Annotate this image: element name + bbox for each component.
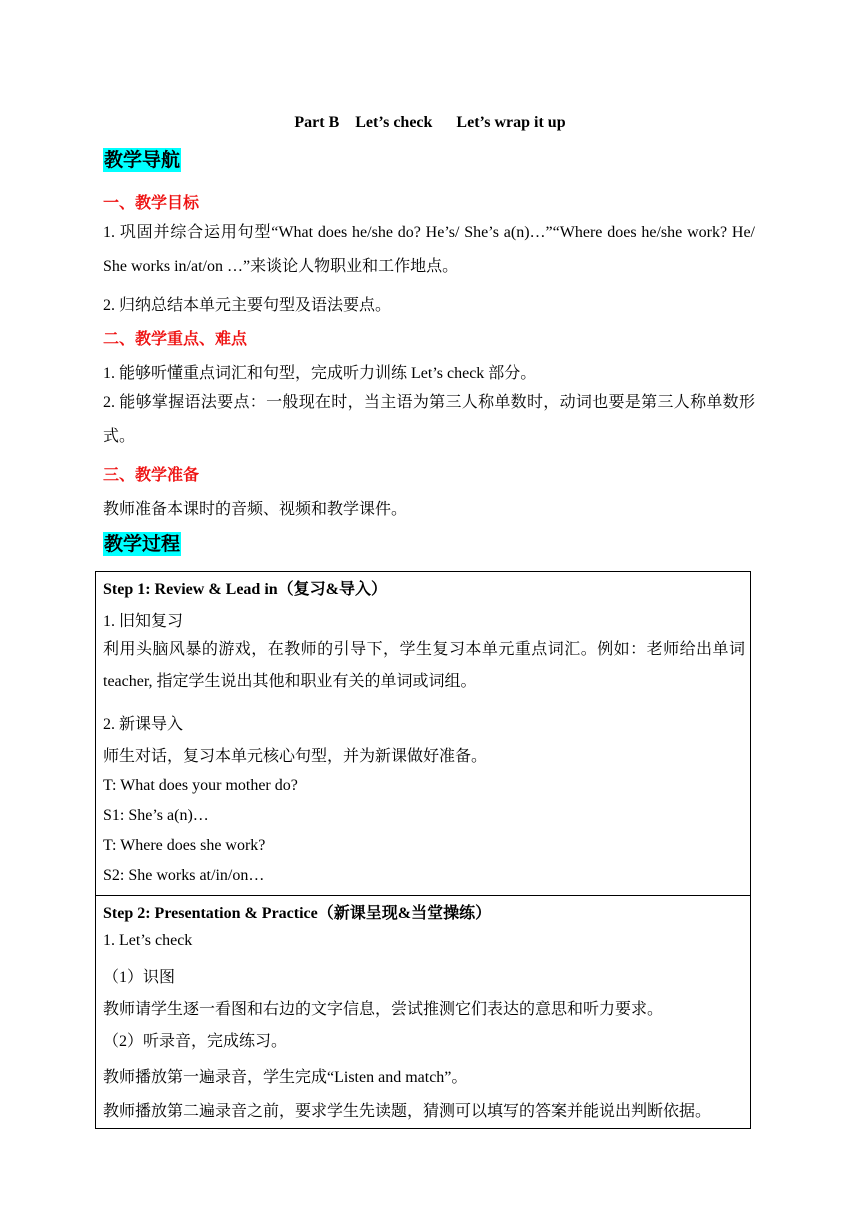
- dialog-line-4: S2: She works at/in/on…: [103, 867, 265, 884]
- heading-preparation: 三、教学准备: [103, 465, 200, 484]
- dialog-line-3: T: Where does she work?: [103, 837, 266, 854]
- document-title: Part B Let’s check Let’s wrap it up: [294, 114, 566, 131]
- step1-sub-review: 1. 旧知复习: [103, 613, 184, 630]
- step2-sub-listen: （2）听录音，完成练习。: [103, 1033, 288, 1050]
- key-point-item-2: 2. 能够掌握语法要点：一般现在时，当主语为第三人称单数时，动词也要是第三人称单数形式。: [103, 394, 755, 445]
- step2-picture-paragraph: 教师请学生逐一看图和右边的文字信息，尝试推测它们表达的意思和听力要求。: [103, 1001, 664, 1018]
- table-row-divider: [95, 895, 751, 896]
- step2-listen-paragraph-2: 教师播放第二遍录音之前，要求学生先读题，猜测可以填写的答案并能说出判断依据。: [103, 1103, 712, 1120]
- dialog-line-2: S1: She’s a(n)…: [103, 807, 209, 824]
- objective-item-1: 1. 巩固并综合运用句型“What does he/she do? He’s/ She’s a(n)…”“Where does he/she work? He/ She works in/at/on …”来谈论人物职业和工作地点。: [103, 224, 755, 275]
- preparation-item-1: 教师准备本课时的音频、视频和教学课件。: [103, 501, 408, 518]
- section-tag-teaching-navigation: 教学导航: [104, 149, 181, 171]
- step1-review-paragraph: 利用头脑风暴的游戏，在教师的引导下，学生复习本单元重点词汇。例如：老师给出单词 teacher, 指定学生说出其他和职业有关的单词或词组。: [103, 641, 745, 690]
- objective-item-2: 2. 归纳总结本单元主要句型及语法要点。: [103, 297, 392, 314]
- step1-heading: Step 1: Review & Lead in（复习&导入）: [103, 581, 387, 598]
- step1-sub-lead-in: 2. 新课导入: [103, 716, 184, 733]
- step2-sub-lets-check: 1. Let’s check: [103, 932, 193, 949]
- heading-teaching-objectives: 一、教学目标: [103, 193, 200, 212]
- key-point-item-1: 1. 能够听懂重点词汇和句型，完成听力训练 Let’s check 部分。: [103, 365, 537, 382]
- step2-sub-picture: （1）识图: [103, 969, 176, 986]
- heading-key-points: 二、教学重点、难点: [103, 329, 248, 348]
- step2-heading: Step 2: Presentation & Practice（新课呈现&当堂操练）: [103, 905, 492, 922]
- section-tag-teaching-process: 教学过程: [104, 533, 181, 555]
- step1-lead-in-paragraph: 师生对话，复习本单元核心句型，并为新课做好准备。: [103, 748, 488, 765]
- step2-listen-paragraph-1: 教师播放第一遍录音，学生完成“Listen and match”。: [103, 1069, 468, 1086]
- dialog-line-1: T: What does your mother do?: [103, 777, 298, 794]
